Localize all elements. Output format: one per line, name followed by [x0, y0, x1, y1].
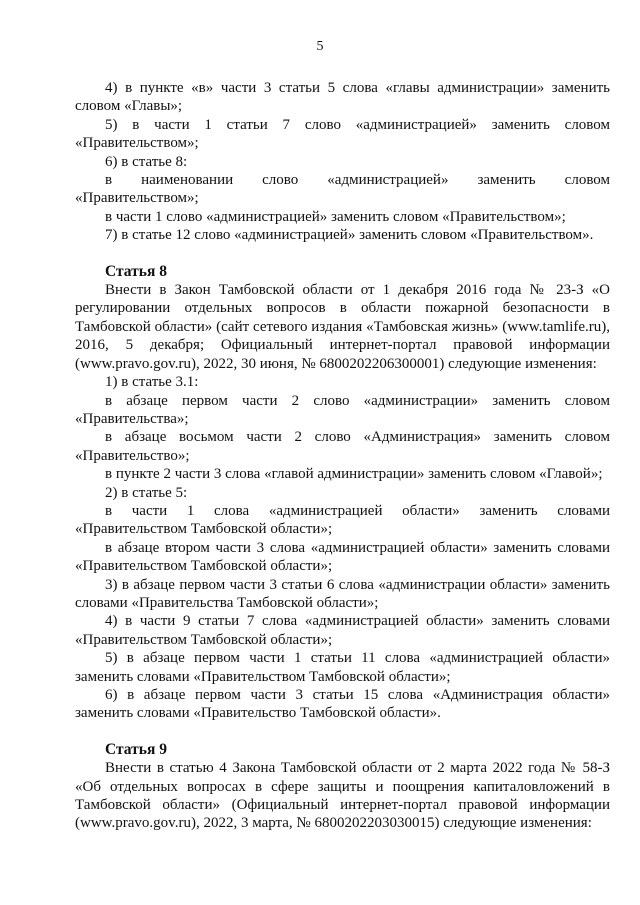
list-item: в части 1 слова «администрацией области» заменить словами «Правительством Тамбовской области»;: [75, 502, 610, 538]
list-item: 4) в пункте «в» части 3 статьи 5 слова «главы администрации» заменить словом «Главы»;: [75, 80, 610, 115]
list-item: 6) в статье 8:: [105, 153, 188, 170]
list-item: 5) в части 1 статьи 7 слово «администрацией» заменить словом «Правительством»;: [75, 116, 610, 152]
list-item: в абзаце первом части 2 слово «администрации» заменить словом «Правительства»;: [75, 392, 610, 427]
list-item: 7) в статье 12 слово «администрацией» заменить словом «Правительством».: [105, 227, 594, 244]
list-item: в части 1 слово «администрацией» заменить словом «Правительством»;: [105, 208, 566, 225]
list-item: 2) в статье 5:: [105, 484, 188, 501]
article-intro: Внести в Закон Тамбовской области от 1 декабря 2016 года № 23-З «О регулировании отдельных вопросов в области пожарной безопасности в Тамбовской области» (сайт сетевого издания «Тамбовская жизнь» (www.tamlife.ru), 2016, 5 декабря; Официальный интернет-портал правовой информации (www.pravo.gov.ru), 2022, 30 июня, № 6800202206300001) следующие изменения:: [75, 282, 610, 372]
article-heading: Статья 8: [105, 262, 167, 280]
document-body: [75, 79, 610, 833]
list-item: 1) в статье 3.1:: [105, 374, 199, 391]
article-intro: Внести в статью 4 Закона Тамбовской области от 2 марта 2022 года № 58-З «Об отдельных вопросах в сфере защиты и поощрения капиталовложений в Тамбовской области» (Официальный интернет-портал правовой информации (www.pravo.gov.ru), 2022, 3 марта, № 6800202203030015) следующие изменения:: [75, 760, 610, 832]
list-item: 4) в части 9 статьи 7 слова «администрацией области» заменить словами «Правительством Тамбовской области»;: [75, 613, 610, 648]
page-number: 5: [316, 39, 324, 54]
list-item: 3) в абзаце первом части 3 статьи 6 слова «администрации области» заменить словами «Правительства Тамбовской области»;: [75, 576, 610, 611]
list-item: 5) в абзаце первом части 1 статьи 11 слова «администрацией области» заменить словами «Правительством Тамбовской области»;: [75, 650, 610, 685]
list-item: в абзаце втором части 3 слова «администрацией области» заменить словами «Правительством Тамбовской области»;: [75, 539, 610, 575]
list-item: в пункте 2 части 3 слова «главой администрации» заменить словом «Главой»;: [105, 466, 603, 483]
list-item: в абзаце восьмом части 2 слово «Администрация» заменить словом «Правительство»;: [75, 429, 610, 464]
list-item: 6) в абзаце первом части 3 статьи 15 слова «Администрация области» заменить словами «Правительство Тамбовской области».: [75, 687, 610, 722]
list-item: в наименовании слово «администрацией» заменить словом «Правительством»;: [75, 172, 610, 207]
article-heading: Статья 9: [105, 740, 167, 758]
